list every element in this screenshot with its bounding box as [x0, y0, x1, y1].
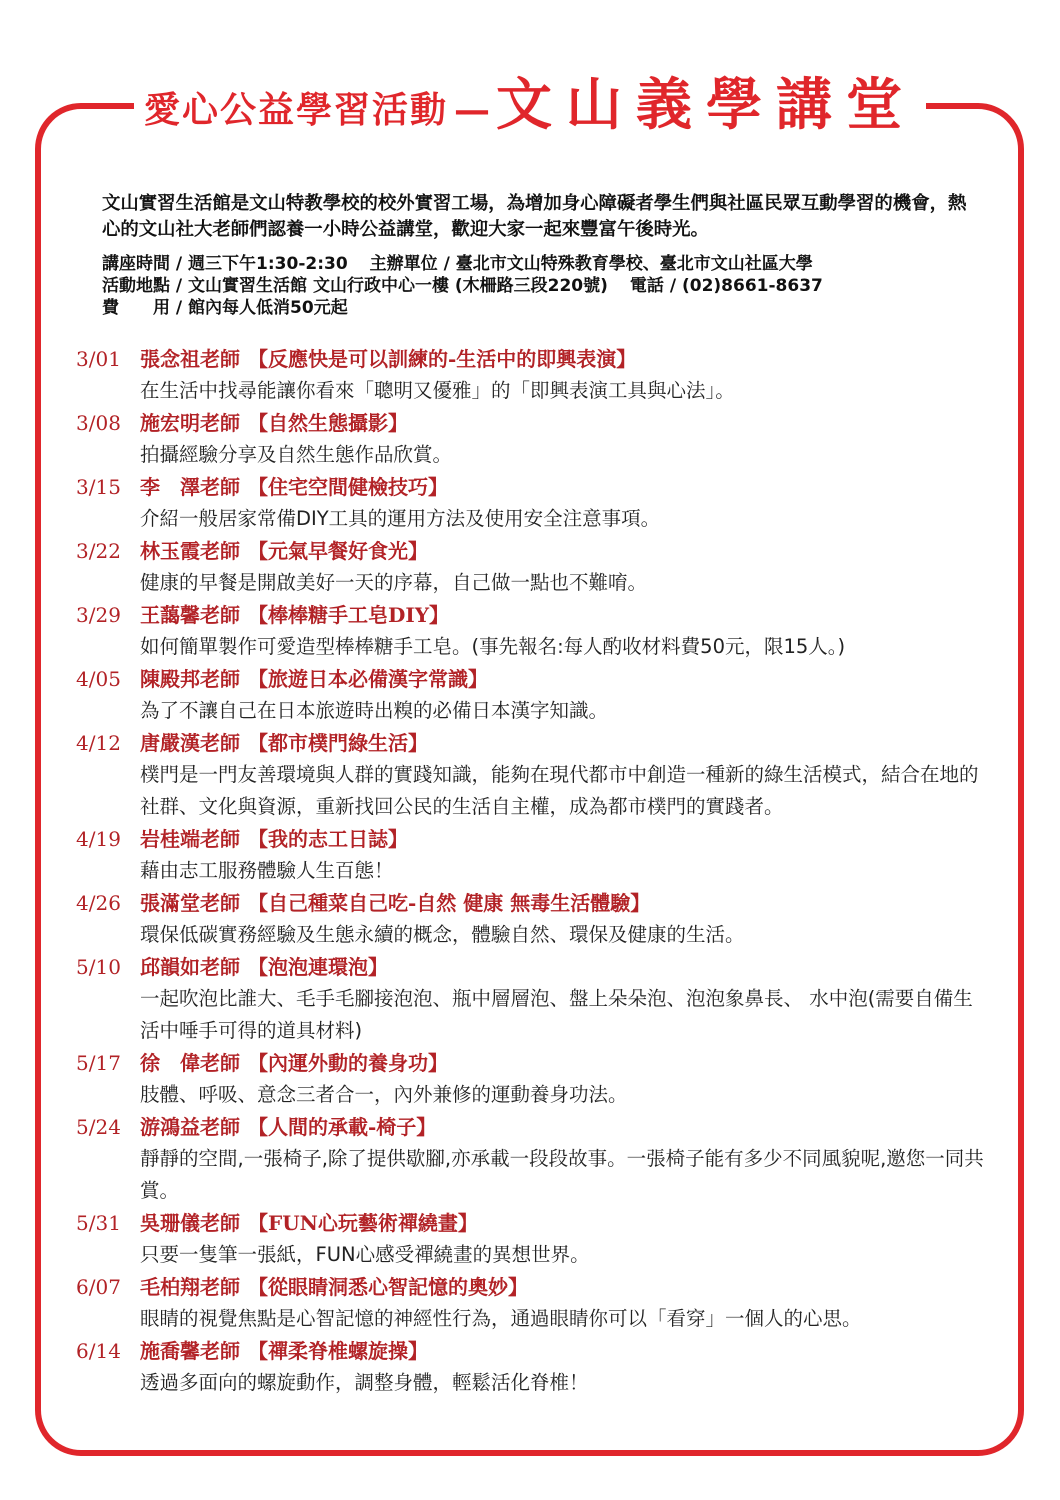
entry-date: 3/08: [76, 411, 121, 435]
entry-header: [76, 823, 996, 855]
entry-teacher: 岩桂端老師: [140, 827, 240, 851]
entry-topic: 【我的志工日誌】: [248, 827, 408, 851]
entry-header: [76, 663, 996, 695]
entry-topic: 【禪柔脊椎螺旋操】: [248, 1339, 428, 1363]
entry-teacher: 唐嚴漢老師: [140, 731, 240, 755]
entry-description: 為了不讓自己在日本旅遊時出糗的必備日本漢字知識。: [140, 699, 609, 722]
entry-date: 4/19: [76, 827, 121, 851]
info-row-fee: [102, 297, 982, 319]
entry-teacher: 張念祖老師: [140, 347, 240, 371]
entry-topic: 【元氣早餐好食光】: [248, 539, 428, 563]
entry-date: 3/15: [76, 475, 121, 499]
entry-description: 拍攝經驗分享及自然生態作品欣賞。: [140, 443, 453, 466]
schedule-entry: [76, 1335, 996, 1399]
entry-header: [76, 1335, 996, 1367]
entry-date: 3/01: [76, 347, 121, 371]
entry-header: [76, 343, 996, 375]
title-dash: —: [454, 89, 490, 131]
title-prefix: 愛心公益學習活動: [143, 89, 448, 131]
entry-topic: 【都市樸門綠生活】: [248, 731, 428, 755]
info-row-time-organizer: [102, 253, 982, 275]
entry-topic: 【旅遊日本必備漢字常識】: [248, 667, 488, 691]
entry-header: [76, 951, 996, 983]
entry-header: [76, 599, 996, 631]
entry-description: 眼睛的視覺焦點是心智記憶的神經性行為，通過眼睛你可以「看穿」一個人的心思。: [140, 1307, 862, 1330]
entry-description: 肢體、呼吸、意念三者合一，內外兼修的運動養身功法。: [140, 1083, 628, 1106]
entry-date: 3/29: [76, 603, 121, 627]
info-fee: 費 用 / 館內每人低消50元起: [102, 298, 348, 318]
entry-date: 4/26: [76, 891, 121, 915]
entry-header: [76, 535, 996, 567]
entry-header: [76, 727, 996, 759]
entry-topic: 【FUN心玩藝術禪繞畫】: [248, 1211, 478, 1235]
event-info: [102, 253, 982, 319]
entry-date: 6/07: [76, 1275, 121, 1299]
entry-topic: 【棒棒糖手工皂DIY】: [248, 603, 449, 627]
entry-description: 環保低碳實務經驗及生態永續的概念，體驗自然、環保及健康的生活。: [140, 923, 745, 946]
entry-header: [76, 1111, 996, 1143]
schedule-entry: [76, 1271, 996, 1335]
schedule-entry: [76, 1207, 996, 1271]
entry-description: 藉由志工服務體驗人生百態！: [140, 859, 394, 882]
entry-teacher: 陳殿邦老師: [140, 667, 240, 691]
schedule-entry: [76, 535, 996, 599]
entry-teacher: 邱韻如老師: [140, 955, 240, 979]
entry-date: 5/10: [76, 955, 121, 979]
entry-teacher: 張滿堂老師: [140, 891, 240, 915]
entry-description: 健康的早餐是開啟美好一天的序幕，自己做一點也不難唷。: [140, 571, 648, 594]
entry-description: 只要一隻筆一張紙，FUN心感受禪繞畫的異想世界。: [140, 1243, 590, 1266]
entry-topic: 【從眼睛洞悉心智記憶的奧妙】: [248, 1275, 528, 1299]
entry-teacher: 徐 偉老師: [140, 1051, 240, 1075]
entry-description: 靜靜的空間,一張椅子,除了提供歇腳,亦承載一段段故事。一張椅子能有多少不同風貌呢,邀您一同共賞。: [140, 1147, 984, 1202]
schedule-entry: [76, 887, 996, 951]
schedule-entry: [76, 1047, 996, 1111]
entry-header: [76, 471, 996, 503]
entry-date: 4/05: [76, 667, 121, 691]
schedule-entry: [76, 727, 996, 823]
schedule-entry: [76, 951, 996, 1047]
intro-paragraph: 文山實習生活館是文山特教學校的校外實習工場，為增加身心障礙者學生們與社區民眾互動學習的機會，熱心的文山社大老師們認養一小時公益講堂，歡迎大家一起來豐富午後時光。: [102, 193, 967, 240]
entry-teacher: 吳珊儀老師: [140, 1211, 240, 1235]
entry-teacher: 李 澤老師: [140, 475, 240, 499]
entry-date: 4/12: [76, 731, 121, 755]
entry-teacher: 游鴻益老師: [140, 1115, 240, 1139]
schedule-entry: [76, 823, 996, 887]
entry-header: [76, 1047, 996, 1079]
entry-description: 介紹一般居家常備DIY工具的運用方法及使用安全注意事項。: [140, 507, 661, 530]
entry-topic: 【泡泡連環泡】: [248, 955, 388, 979]
info-location: 活動地點 / 文山實習生活館 文山行政中心一樓 (木柵路三段220號): [102, 276, 608, 296]
schedule-list: [76, 343, 996, 1399]
schedule-entry: [76, 663, 996, 727]
info-organizer: 主辦單位 / 臺北市文山特殊教育學校、臺北市文山社區大學: [369, 254, 813, 274]
entry-teacher: 林玉霞老師: [140, 539, 240, 563]
entry-date: 5/17: [76, 1051, 121, 1075]
entry-topic: 【自己種菜自己吃-自然 健康 無毒生活體驗】: [248, 891, 651, 915]
entry-topic: 【住宅空間健檢技巧】: [248, 475, 448, 499]
schedule-entry: [76, 471, 996, 535]
entry-teacher: 毛柏翔老師: [140, 1275, 240, 1299]
entry-topic: 【反應快是可以訓練的-生活中的即興表演】: [248, 347, 637, 371]
entry-date: 5/31: [76, 1211, 121, 1235]
entry-date: 6/14: [76, 1339, 121, 1363]
schedule-entry: [76, 407, 996, 471]
entry-topic: 【自然生態攝影】: [248, 411, 408, 435]
title-main: 文山義學講堂: [496, 72, 916, 138]
schedule-entry: [76, 343, 996, 407]
page-title: [0, 70, 1060, 140]
entry-header: [76, 1271, 996, 1303]
entry-topic: 【人間的承載-椅子】: [248, 1115, 437, 1139]
schedule-entry: [76, 599, 996, 663]
entry-header: [76, 407, 996, 439]
entry-description: 在生活中找尋能讓你看來「聰明又優雅」的「即興表演工具與心法」。: [140, 379, 735, 402]
entry-description: 如何簡單製作可愛造型棒棒糖手工皂。(事先報名:每人酌收材料費50元，限15人。): [140, 635, 846, 658]
schedule-entry: [76, 1111, 996, 1207]
entry-date: 3/22: [76, 539, 121, 563]
entry-teacher: 施喬馨老師: [140, 1339, 240, 1363]
entry-description: 樸門是一門友善環境與人群的實踐知識，能夠在現代都市中創造一種新的綠生活模式，結合在地的社群、文化與資源，重新找回公民的生活自主權，成為都市樸門的實踐者。: [140, 763, 979, 818]
entry-description: 透過多面向的螺旋動作，調整身體，輕鬆活化脊椎！: [140, 1371, 589, 1394]
entry-description: 一起吹泡比誰大、毛手毛腳接泡泡、瓶中層層泡、盤上朵朵泡、泡泡象鼻長、 水中泡(需要自備生活中唾手可得的道具材料): [140, 987, 973, 1042]
info-phone: 電話 / (02)8661-8637: [629, 276, 823, 296]
entry-teacher: 王藹馨老師: [140, 603, 240, 627]
entry-date: 5/24: [76, 1115, 121, 1139]
entry-teacher: 施宏明老師: [140, 411, 240, 435]
info-row-location-phone: [102, 275, 982, 297]
info-time: 講座時間 / 週三下午1:30-2:30: [102, 254, 348, 274]
entry-topic: 【內運外動的養身功】: [248, 1051, 448, 1075]
entry-header: [76, 887, 996, 919]
entry-header: [76, 1207, 996, 1239]
